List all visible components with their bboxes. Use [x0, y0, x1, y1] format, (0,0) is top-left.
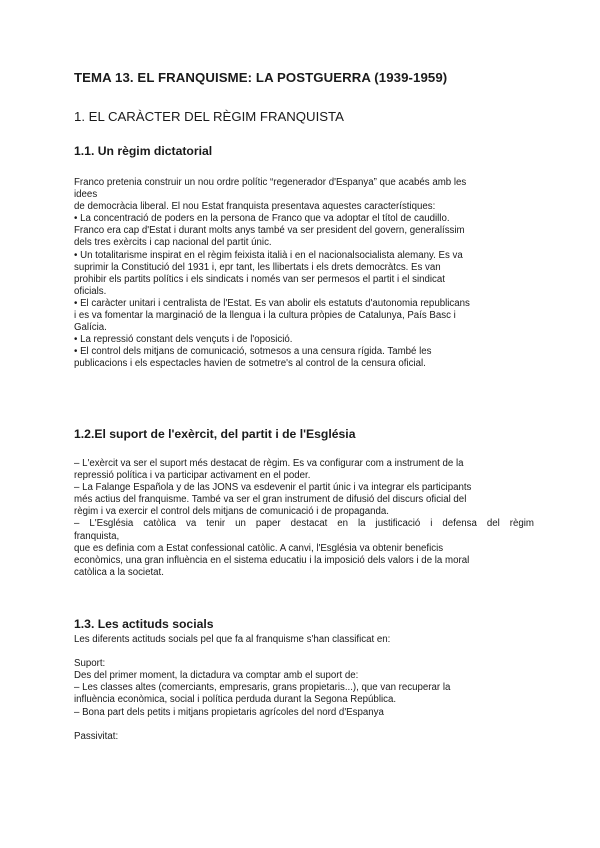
- bullet-line: • La repressió constant dels vençuts i de l'oposició.: [74, 334, 293, 346]
- paragraph-line: Les diferents actituds socials pel que fa al franquisme s'han classificat en:: [74, 634, 391, 645]
- bullet-line: • Un totalitarisme inspirat en el règim feixista italià i en el nacionalsocialista alemany. Es va: [74, 249, 463, 261]
- support-label: Suport:: [74, 658, 106, 670]
- bullet-line: • La concentració de poders en la persona de Franco que va adoptar el títol de caudillo.: [74, 213, 450, 225]
- dash-line: – La Falange Española y de las JONS va esdevenir el partit únic i va integrar els participants: [74, 482, 472, 494]
- paragraph-line: règim i va exercir el control dels mitjans de comunicació i de propaganda.: [74, 506, 389, 518]
- section-heading-regim-dictatorial: 1.1. Un règim dictatorial: [74, 144, 213, 158]
- paragraph-line: que es definia com a Estat confessional catòlic. A canvi, l'Església va obtenir beneficis: [74, 542, 444, 554]
- section-heading-actituds-socials: 1.3. Les actituds socials: [74, 617, 214, 631]
- paragraph-line: repressió política i va participar activament en el poder.: [74, 470, 311, 482]
- paragraph-line: franquista,: [74, 530, 120, 542]
- section-heading-suport: 1.2.El suport de l'exèrcit, del partit i de l'Església: [74, 427, 356, 441]
- passivity-label: Passivitat:: [74, 730, 119, 742]
- dash-line: – Les classes altes (comerciants, empresaris, grans propietaris...), que van recuperar la: [74, 682, 451, 694]
- paragraph-line: prohibir els partits polítics i els sindicats i només van ser permesos el partit i el sindicat: [74, 273, 445, 285]
- paragraph-line: catòlica a la societat.: [74, 566, 164, 578]
- paragraph-line: influència econòmica, social i política perduda durant la Segona República.: [74, 694, 397, 706]
- paragraph-line: oficials.: [74, 285, 107, 297]
- paragraph-line: dels tres exèrcits i cap nacional del partit únic.: [74, 237, 272, 249]
- paragraph-line: Des del primer moment, la dictadura va comptar amb el suport de:: [74, 670, 359, 682]
- bullet-line: • El control dels mitjans de comunicació, sotmesos a una censura rígida. També les: [74, 346, 432, 358]
- dash-line: – L'Església catòlica va tenir un paper destacat en la justificació i defensa del règim: [74, 518, 534, 530]
- section-body-actituds-socials: [74, 634, 534, 743]
- paragraph-line: idees: [74, 189, 98, 201]
- paragraph-line: suprimir la Constitució del 1931 i, epr tant, les llibertats i els drets democràtcs. Es van: [74, 261, 441, 273]
- section-body-regim-dictatorial: [74, 177, 534, 371]
- section-body-suport: [74, 458, 534, 579]
- dash-line: – L'exèrcit va ser el suport més destacat de règim. Es va configurar com a instrument de la: [74, 458, 464, 469]
- paragraph-line: Franco era cap d'Estat i durant molts anys també va ser president del govern, generalíssim: [74, 225, 465, 237]
- paragraph-line: de democràcia liberal. El nou Estat franquista presentava aquestes característiques:: [74, 201, 436, 213]
- paragraph-line: més actius del franquisme. També va ser el gran instrument de difusió del discurs oficial del: [74, 494, 467, 506]
- paragraph-line: i es va fomentar la marginació de la llengua i la cultura pròpies de Catalunya, País Basc i: [74, 310, 456, 322]
- bullet-line: • El caràcter unitari i centralista de l'Estat. Es van abolir els estatuts d'autonomia republicans: [74, 297, 470, 309]
- dash-line: – Bona part dels petits i mitjans propietaris agrícoles del nord d'Espanya: [74, 706, 384, 718]
- page-title: TEMA 13. EL FRANQUISME: LA POSTGUERRA (1939-1959): [74, 70, 448, 85]
- paragraph-line: publicacions i els espectacles havien de sotmetre's al control de la censura oficial.: [74, 358, 426, 370]
- chapter-heading: 1. EL CARÀCTER DEL RÈGIM FRANQUISTA: [74, 109, 344, 124]
- paragraph-line: econòmics, una gran influència en el sistema educatiu i la imposició dels valors i de la moral: [74, 554, 470, 566]
- paragraph-line: Galícia.: [74, 322, 107, 334]
- paragraph-line: Franco pretenia construir un nou ordre polític “regenerador d'Espanya” que acabés amb les: [74, 177, 467, 188]
